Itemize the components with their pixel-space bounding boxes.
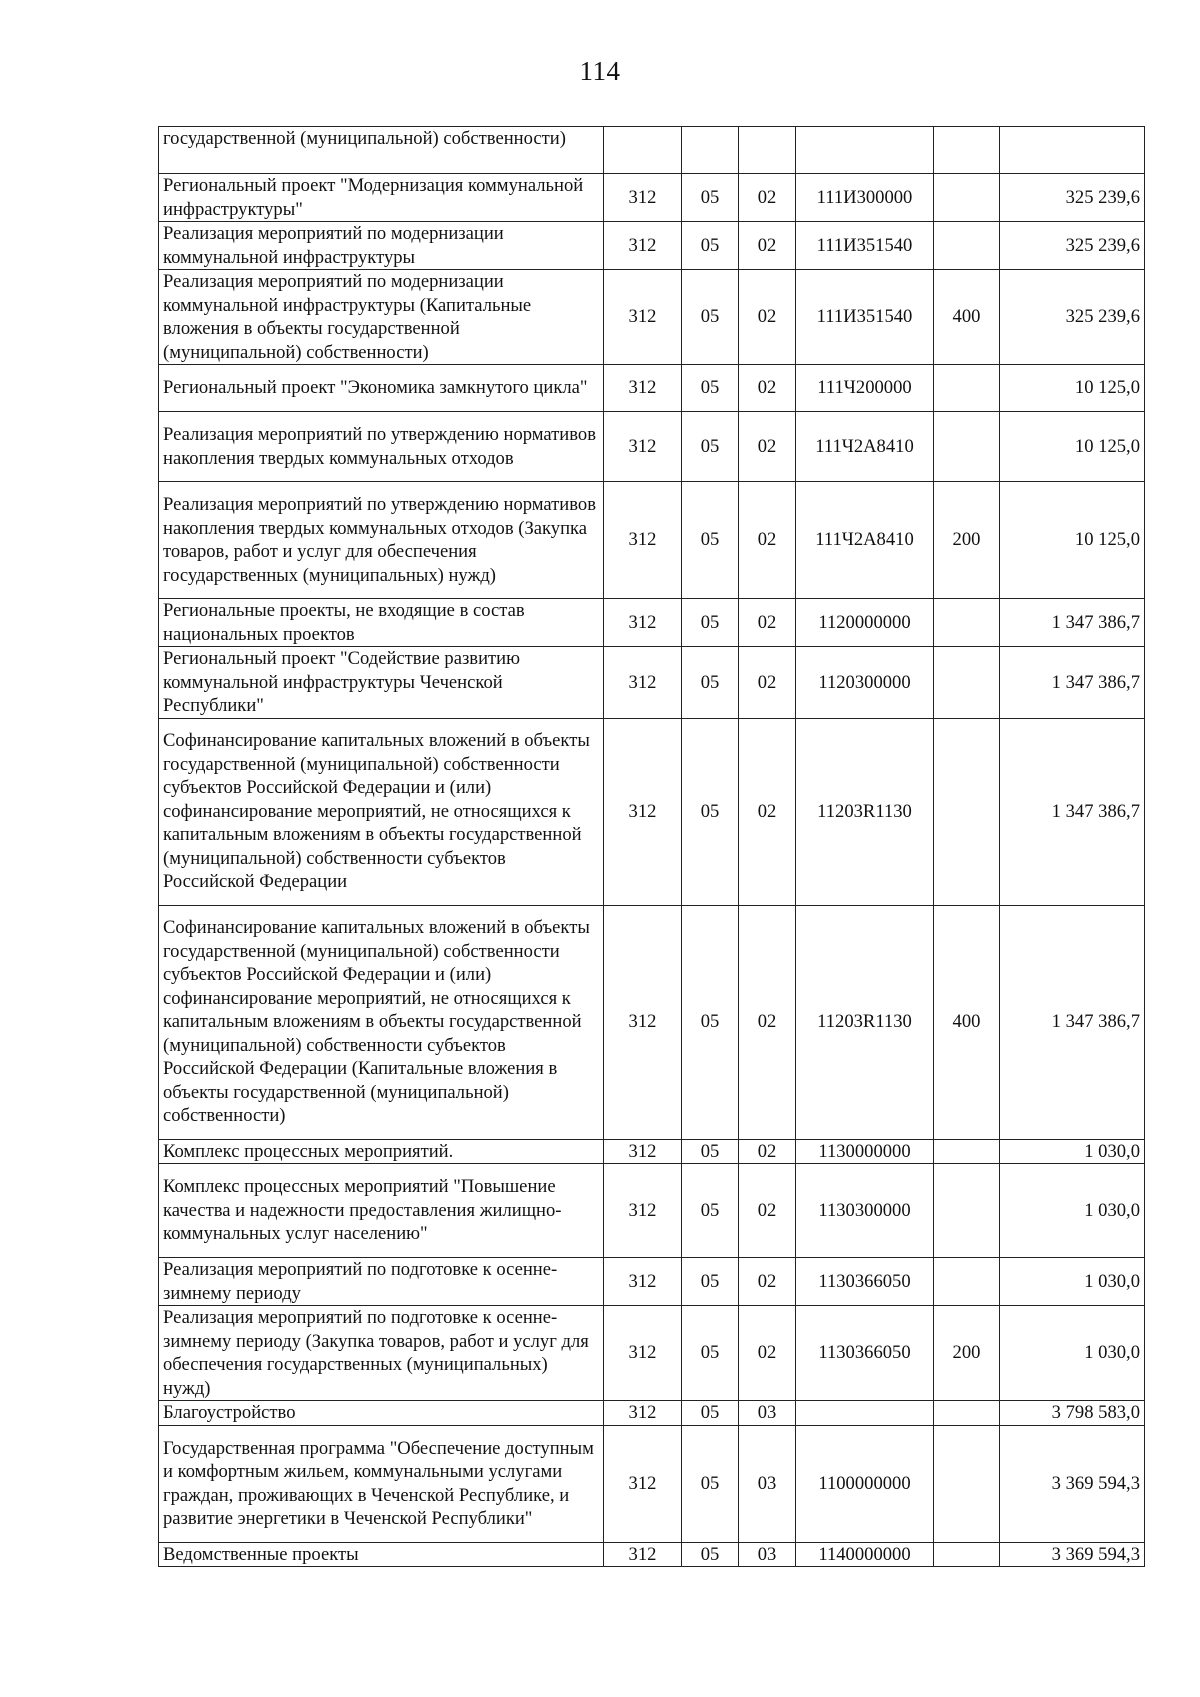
row-subsection-cell: 02	[739, 718, 796, 905]
row-name-cell: Благоустройство	[159, 1401, 604, 1426]
row-grbs-cell: 312	[604, 905, 682, 1139]
row-sum-cell: 10 125,0	[1000, 412, 1145, 482]
row-subsection-cell: 02	[739, 222, 796, 270]
table-row	[159, 270, 1145, 365]
row-sum-cell: 3 369 594,3	[1000, 1425, 1145, 1542]
row-sum-cell: 3 369 594,3	[1000, 1542, 1145, 1567]
row-section-cell: 05	[682, 1401, 739, 1426]
table-row	[159, 599, 1145, 647]
row-target-article-cell: 111И351540	[796, 222, 934, 270]
row-target-article-cell: 1130000000	[796, 1139, 934, 1164]
row-grbs-cell	[604, 127, 682, 174]
row-grbs-cell: 312	[604, 1258, 682, 1306]
row-subsection-cell: 02	[739, 270, 796, 365]
row-target-article-cell: 1130366050	[796, 1258, 934, 1306]
row-expense-type-cell	[934, 127, 1000, 174]
row-grbs-cell: 312	[604, 718, 682, 905]
row-name-cell: Региональный проект "Содействие развитию коммунальной инфраструктуры Чеченской Республики"	[159, 647, 604, 719]
row-grbs-cell: 312	[604, 412, 682, 482]
row-grbs-cell: 312	[604, 270, 682, 365]
row-sum-cell: 325 239,6	[1000, 174, 1145, 222]
row-subsection-cell: 02	[739, 599, 796, 647]
row-section-cell: 05	[682, 1258, 739, 1306]
row-subsection-cell: 02	[739, 647, 796, 719]
row-expense-type-cell: 200	[934, 482, 1000, 599]
row-expense-type-cell	[934, 718, 1000, 905]
row-section-cell	[682, 127, 739, 174]
row-section-cell: 05	[682, 905, 739, 1139]
row-section-cell: 05	[682, 1306, 739, 1401]
row-subsection-cell: 02	[739, 1258, 796, 1306]
row-name-cell: Государственная программа "Обеспечение доступным и комфортным жильем, коммунальными услугами граждан, проживающих в Чеченской Республике, и развитие энергетики в Чеченской Республики"	[159, 1425, 604, 1542]
table-row	[159, 1401, 1145, 1426]
row-expense-type-cell: 400	[934, 905, 1000, 1139]
row-name-cell: Софинансирование капитальных вложений в объекты государственной (муниципальной) собственности субъектов Российской Федерации и (или) софинансирование мероприятий, не относящихся к капитальным вложениям в объекты государственной (муниципальной) собственности субъектов Российской Федерации (Капитальные вложения в объекты государственной (муниципальной) собственности)	[159, 905, 604, 1139]
table-row	[159, 1164, 1145, 1258]
table-row	[159, 412, 1145, 482]
table-row	[159, 1542, 1145, 1567]
row-grbs-cell: 312	[604, 1425, 682, 1542]
row-subsection-cell: 02	[739, 1306, 796, 1401]
row-subsection-cell: 03	[739, 1425, 796, 1542]
row-subsection-cell: 02	[739, 905, 796, 1139]
table-row	[159, 174, 1145, 222]
row-subsection-cell: 02	[739, 482, 796, 599]
table-row	[159, 1139, 1145, 1164]
row-sum-cell: 1 347 386,7	[1000, 647, 1145, 719]
row-section-cell: 05	[682, 365, 739, 412]
row-grbs-cell: 312	[604, 1139, 682, 1164]
row-expense-type-cell	[934, 1542, 1000, 1567]
row-expense-type-cell: 400	[934, 270, 1000, 365]
row-name-cell: Региональный проект "Модернизация коммунальной инфраструктуры"	[159, 174, 604, 222]
row-subsection-cell: 03	[739, 1401, 796, 1426]
row-target-article-cell: 111Ч200000	[796, 365, 934, 412]
row-subsection-cell: 02	[739, 1139, 796, 1164]
table-row	[159, 718, 1145, 905]
row-sum-cell: 1 030,0	[1000, 1164, 1145, 1258]
table-row	[159, 647, 1145, 719]
row-target-article-cell: 11203R1130	[796, 718, 934, 905]
row-expense-type-cell	[934, 222, 1000, 270]
row-expense-type-cell	[934, 1258, 1000, 1306]
row-expense-type-cell	[934, 1401, 1000, 1426]
row-section-cell: 05	[682, 599, 739, 647]
row-expense-type-cell	[934, 174, 1000, 222]
row-section-cell: 05	[682, 647, 739, 719]
row-sum-cell: 325 239,6	[1000, 222, 1145, 270]
row-sum-cell: 1 347 386,7	[1000, 718, 1145, 905]
row-name-cell: Реализация мероприятий по подготовке к осенне-зимнему периоду	[159, 1258, 604, 1306]
row-section-cell: 05	[682, 270, 739, 365]
row-target-article-cell	[796, 127, 934, 174]
row-target-article-cell: 11203R1130	[796, 905, 934, 1139]
row-section-cell: 05	[682, 1139, 739, 1164]
row-sum-cell: 1 347 386,7	[1000, 599, 1145, 647]
row-expense-type-cell	[934, 599, 1000, 647]
row-section-cell: 05	[682, 412, 739, 482]
row-grbs-cell: 312	[604, 222, 682, 270]
row-subsection-cell: 02	[739, 412, 796, 482]
row-grbs-cell: 312	[604, 599, 682, 647]
table-row	[159, 1258, 1145, 1306]
row-name-cell: Реализация мероприятий по утверждению нормативов накопления твердых коммунальных отходов (Закупка товаров, работ и услуг для обеспечения государственных (муниципальных) нужд)	[159, 482, 604, 599]
row-sum-cell: 3 798 583,0	[1000, 1401, 1145, 1426]
row-section-cell: 05	[682, 482, 739, 599]
table-row	[159, 1306, 1145, 1401]
row-sum-cell: 10 125,0	[1000, 482, 1145, 599]
budget-table-body	[159, 127, 1145, 1567]
row-subsection-cell: 02	[739, 174, 796, 222]
row-sum-cell: 1 030,0	[1000, 1139, 1145, 1164]
row-grbs-cell: 312	[604, 482, 682, 599]
row-target-article-cell: 1120300000	[796, 647, 934, 719]
table-row	[159, 127, 1145, 174]
row-subsection-cell	[739, 127, 796, 174]
table-row	[159, 1425, 1145, 1542]
row-name-cell: Реализация мероприятий по модернизации коммунальной инфраструктуры (Капитальные вложения в объекты государственной (муниципальной) собственности)	[159, 270, 604, 365]
row-target-article-cell	[796, 1401, 934, 1426]
row-section-cell: 05	[682, 174, 739, 222]
row-target-article-cell: 1130300000	[796, 1164, 934, 1258]
row-section-cell: 05	[682, 222, 739, 270]
row-name-cell: Комплекс процессных мероприятий.	[159, 1139, 604, 1164]
row-expense-type-cell	[934, 1164, 1000, 1258]
row-target-article-cell: 1140000000	[796, 1542, 934, 1567]
row-subsection-cell: 02	[739, 365, 796, 412]
row-expense-type-cell	[934, 412, 1000, 482]
row-subsection-cell: 02	[739, 1164, 796, 1258]
row-sum-cell: 10 125,0	[1000, 365, 1145, 412]
row-expense-type-cell	[934, 1139, 1000, 1164]
row-target-article-cell: 1120000000	[796, 599, 934, 647]
row-section-cell: 05	[682, 1542, 739, 1567]
row-name-cell: Реализация мероприятий по подготовке к осенне-зимнему периоду (Закупка товаров, работ и услуг для обеспечения государственных (муниципальных) нужд)	[159, 1306, 604, 1401]
row-grbs-cell: 312	[604, 174, 682, 222]
row-name-cell: Софинансирование капитальных вложений в объекты государственной (муниципальной) собственности субъектов Российской Федерации и (или) софинансирование мероприятий, не относящихся к капитальным вложениям в объекты государственной (муниципальной) собственности субъектов Российской Федерации	[159, 718, 604, 905]
table-row	[159, 482, 1145, 599]
table-row	[159, 365, 1145, 412]
row-grbs-cell: 312	[604, 1306, 682, 1401]
row-target-article-cell: 111И300000	[796, 174, 934, 222]
row-target-article-cell: 1100000000	[796, 1425, 934, 1542]
row-sum-cell: 1 347 386,7	[1000, 905, 1145, 1139]
row-sum-cell: 1 030,0	[1000, 1306, 1145, 1401]
row-subsection-cell: 03	[739, 1542, 796, 1567]
row-target-article-cell: 111И351540	[796, 270, 934, 365]
row-name-cell: Реализация мероприятий по модернизации коммунальной инфраструктуры	[159, 222, 604, 270]
row-sum-cell: 1 030,0	[1000, 1258, 1145, 1306]
row-grbs-cell: 312	[604, 647, 682, 719]
row-grbs-cell: 312	[604, 1164, 682, 1258]
row-section-cell: 05	[682, 718, 739, 905]
row-grbs-cell: 312	[604, 1401, 682, 1426]
row-name-cell: Региональный проект "Экономика замкнутого цикла"	[159, 365, 604, 412]
table-row	[159, 222, 1145, 270]
page-number: 114	[579, 56, 621, 86]
row-name-cell: Комплекс процессных мероприятий "Повышение качества и надежности предоставления жилищно-коммунальных услуг населению"	[159, 1164, 604, 1258]
row-grbs-cell: 312	[604, 1542, 682, 1567]
row-grbs-cell: 312	[604, 365, 682, 412]
row-section-cell: 05	[682, 1164, 739, 1258]
row-sum-cell: 325 239,6	[1000, 270, 1145, 365]
row-name-cell: Региональные проекты, не входящие в состав национальных проектов	[159, 599, 604, 647]
row-name-cell: Реализация мероприятий по утверждению нормативов накопления твердых коммунальных отходов	[159, 412, 604, 482]
row-target-article-cell: 111Ч2А8410	[796, 482, 934, 599]
row-target-article-cell: 1130366050	[796, 1306, 934, 1401]
row-expense-type-cell	[934, 647, 1000, 719]
row-sum-cell	[1000, 127, 1145, 174]
row-expense-type-cell: 200	[934, 1306, 1000, 1401]
row-expense-type-cell	[934, 1425, 1000, 1542]
row-target-article-cell: 111Ч2А8410	[796, 412, 934, 482]
table-row	[159, 905, 1145, 1139]
row-name-cell: Ведомственные проекты	[159, 1542, 604, 1567]
row-name-cell: государственной (муниципальной) собственности)	[159, 127, 604, 174]
row-expense-type-cell	[934, 365, 1000, 412]
row-section-cell: 05	[682, 1425, 739, 1542]
budget-table	[158, 126, 1145, 1567]
